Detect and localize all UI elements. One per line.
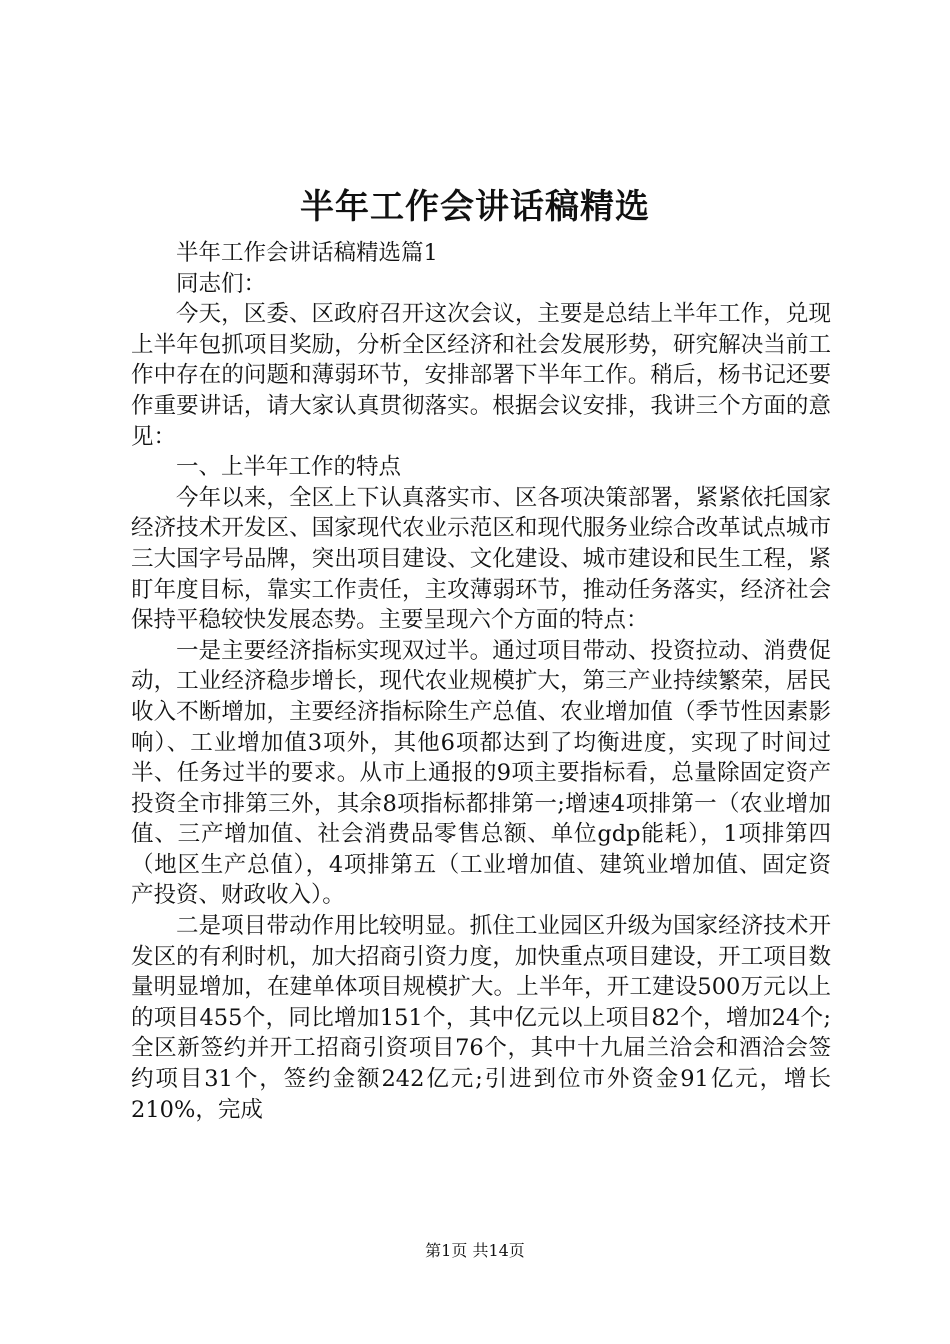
paragraph-overview: 今年以来，全区上下认真落实市、区各项决策部署，紧紧依托国家经济技术开发区、国家现代农业示范区和现代服务业综合改革试点城市三大国字号品牌，突出项目建设、文化建设、城市建设和民生工程，紧盯年度目标，靠实工作责任，主攻薄弱环节，推动任务落实，经济社会保持平稳较快发展态势。主要呈现六个方面的特点： (131, 484, 831, 634)
section-heading-article: 半年工作会讲话稿精选篇1 (176, 240, 438, 266)
salutation: 同志们： (176, 270, 267, 297)
document-body (131, 238, 831, 1125)
paragraph-intro: 今天，区委、区政府召开这次会议，主要是总结上半年工作，兑现上半年包抓项目奖励，分析全区经济和社会发展形势，研究解决当前工作中存在的问题和薄弱环节，安排部署下半年工作。稍后，杨书记还要作重要讲话，请大家认真贯彻落实。根据会议安排，我讲三个方面的意见： (131, 301, 831, 450)
document-title: 半年工作会讲话稿精选 (300, 187, 650, 227)
paragraph-point-1: 一是主要经济指标实现双过半。通过项目带动、投资拉动、消费促动，工业经济稳步增长，现代农业规模扩大，第三产业持续繁荣，居民收入不断增加，主要经济指标除生产总值、农业增加值（季节性因素影响）、工业增加值3项外，其他6项都达到了均衡进度，实现了时间过半、任务过半的要求。从市上通报的9项主要指标看，总量除固定资产投资全市排第三外，其余8项指标都排第一;增速4项排第一（农业增加值、三产增加值、社会消费品零售总额、单位gdp能耗），1项排第四（地区生产总值），4项排第五（工业增加值、建筑业增加值、固定资产投资、财政收入）。 (131, 637, 831, 909)
section-heading-1: 一、上半年工作的特点 (176, 454, 402, 481)
paragraph-point-2: 二是项目带动作用比较明显。抓住工业园区升级为国家经济技术开发区的有利时机，加大招商引资力度，加快重点项目建设，开工项目数量明显增加，在建单体项目规模扩大。上半年，开工建设500万元以上的项目455个，同比增加151个，其中亿元以上项目82个，增加24个;全区新签约并开工招商引资项目76个，其中十九届兰洽会和酒洽会签约项目31个，签约金额242亿元;引进到位市外资金91亿元，增长210%，完成 (131, 913, 831, 1123)
page-footer: 第1页 共14页 (425, 1241, 525, 1260)
